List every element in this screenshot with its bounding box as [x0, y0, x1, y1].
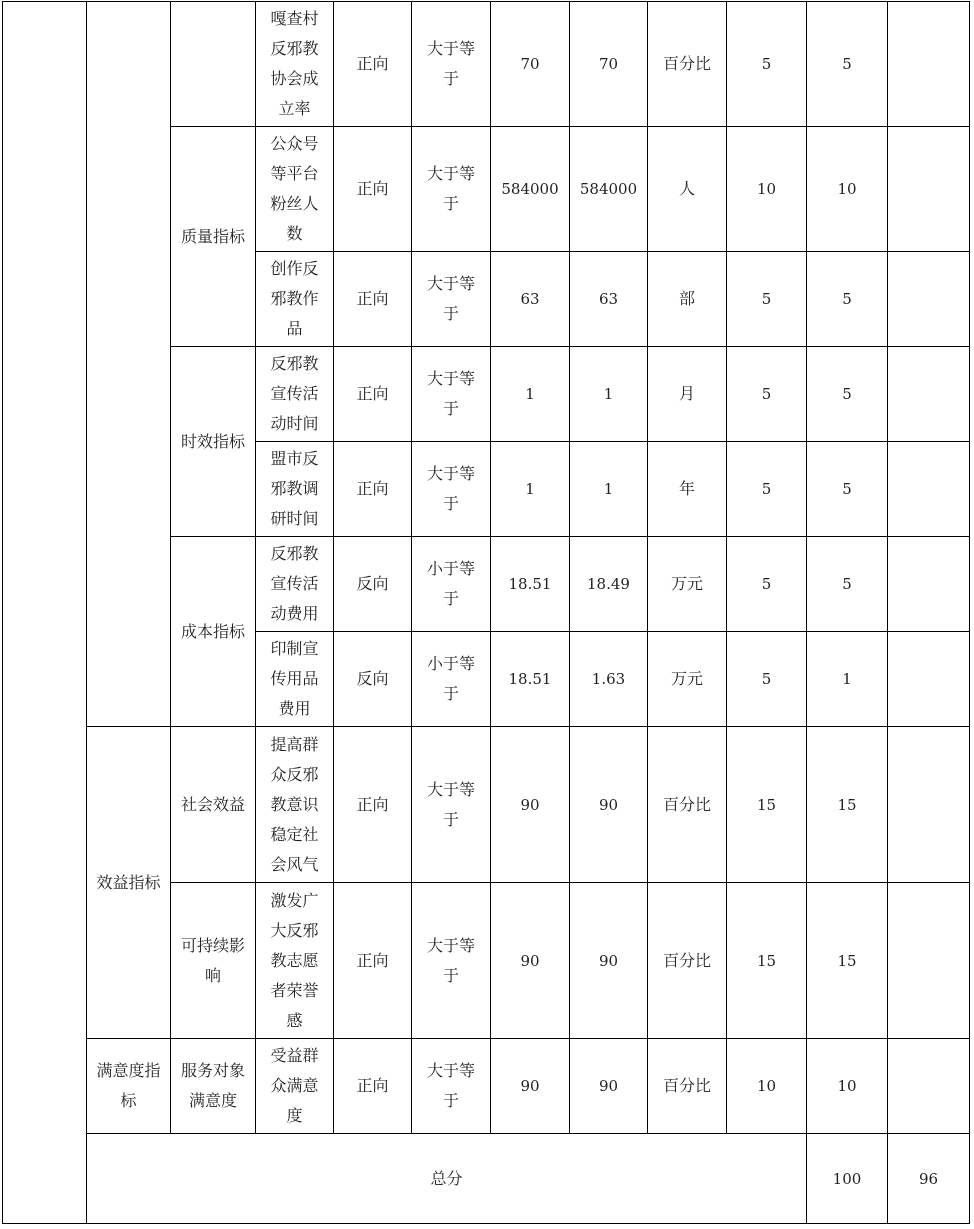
- actual-value: 584000: [570, 127, 648, 252]
- indicator-nature: 正向: [334, 252, 412, 347]
- level3-cost: 成本指标: [171, 537, 256, 727]
- actual-value: 70: [570, 2, 648, 127]
- deviation-note: [888, 632, 970, 727]
- actual-value: 18.49: [570, 537, 648, 632]
- indicator-nature: 反向: [334, 632, 412, 727]
- deviation-note: [888, 2, 970, 127]
- target-value: 1: [491, 347, 570, 442]
- unit: 百分比: [648, 2, 727, 127]
- indicator-name: 嘎查村反邪教协会成立率: [256, 2, 334, 127]
- indicator-direction: 大于等于: [412, 1039, 491, 1134]
- full-score: 5: [727, 537, 807, 632]
- level2-cell: [87, 2, 171, 727]
- indicator-nature: 正向: [334, 727, 412, 883]
- score: 15: [807, 727, 888, 883]
- target-value: 90: [491, 1039, 570, 1134]
- deviation-note: [888, 347, 970, 442]
- indicator-direction: 大于等于: [412, 252, 491, 347]
- total-label: 总分: [87, 1134, 807, 1224]
- score: 10: [807, 1039, 888, 1134]
- level3-cell: [171, 2, 256, 127]
- level3-sustain: 可持续影响: [171, 883, 256, 1039]
- target-value: 18.51: [491, 537, 570, 632]
- full-score: 15: [727, 883, 807, 1039]
- indicator-nature: 反向: [334, 537, 412, 632]
- indicator-name: 反邪教宣传活动费用: [256, 537, 334, 632]
- score: 15: [807, 883, 888, 1039]
- indicator-name: 盟市反邪教调研时间: [256, 442, 334, 537]
- performance-table: [2, 1, 970, 1224]
- score: 5: [807, 347, 888, 442]
- full-score: 5: [727, 442, 807, 537]
- full-score: 5: [727, 252, 807, 347]
- unit: 百分比: [648, 1039, 727, 1134]
- score: 5: [807, 2, 888, 127]
- level3-satisfaction: 服务对象满意度: [171, 1039, 256, 1134]
- deviation-note: [888, 727, 970, 883]
- target-value: 90: [491, 883, 570, 1039]
- indicator-nature: 正向: [334, 442, 412, 537]
- deviation-note: [888, 1039, 970, 1134]
- score: 5: [807, 442, 888, 537]
- target-value: 1: [491, 442, 570, 537]
- target-value: 90: [491, 727, 570, 883]
- indicator-name: 反邪教宣传活动时间: [256, 347, 334, 442]
- level1-cell: [3, 2, 87, 1224]
- full-score: 5: [727, 632, 807, 727]
- full-score: 5: [727, 2, 807, 127]
- level3-social: 社会效益: [171, 727, 256, 883]
- actual-value: 63: [570, 252, 648, 347]
- table-row: [3, 2, 970, 127]
- full-score: 15: [727, 727, 807, 883]
- total-score: 96: [888, 1134, 970, 1224]
- indicator-nature: 正向: [334, 2, 412, 127]
- actual-value: 90: [570, 1039, 648, 1134]
- indicator-direction: 大于等于: [412, 2, 491, 127]
- unit: 百分比: [648, 727, 727, 883]
- indicator-direction: 大于等于: [412, 127, 491, 252]
- level3-timeliness: 时效指标: [171, 347, 256, 537]
- indicator-name: 受益群众满意度: [256, 1039, 334, 1134]
- unit: 万元: [648, 537, 727, 632]
- indicator-direction: 大于等于: [412, 883, 491, 1039]
- indicator-direction: 小于等于: [412, 537, 491, 632]
- deviation-note: [888, 537, 970, 632]
- target-value: 63: [491, 252, 570, 347]
- deviation-note: [888, 127, 970, 252]
- deviation-note: [888, 252, 970, 347]
- full-score: 10: [727, 127, 807, 252]
- full-score: 5: [727, 347, 807, 442]
- unit: 百分比: [648, 883, 727, 1039]
- level3-quality: 质量指标: [171, 127, 256, 347]
- indicator-name: 创作反邪教作品: [256, 252, 334, 347]
- unit: 部: [648, 252, 727, 347]
- deviation-note: [888, 883, 970, 1039]
- indicator-direction: 大于等于: [412, 442, 491, 537]
- indicator-name: 公众号等平台粉丝人数: [256, 127, 334, 252]
- unit: 人: [648, 127, 727, 252]
- indicator-name: 提高群众反邪教意识稳定社会风气: [256, 727, 334, 883]
- actual-value: 1: [570, 442, 648, 537]
- actual-value: 90: [570, 727, 648, 883]
- indicator-nature: 正向: [334, 347, 412, 442]
- indicator-direction: 大于等于: [412, 727, 491, 883]
- total-row: [3, 1134, 970, 1224]
- indicator-nature: 正向: [334, 883, 412, 1039]
- level2-satisfaction: 满意度指标: [87, 1039, 171, 1134]
- table-row: [3, 727, 970, 883]
- score: 1: [807, 632, 888, 727]
- actual-value: 90: [570, 883, 648, 1039]
- indicator-name: 印制宣传用品费用: [256, 632, 334, 727]
- score: 5: [807, 252, 888, 347]
- indicator-name: 激发广大反邪教志愿者荣誉感: [256, 883, 334, 1039]
- score: 10: [807, 127, 888, 252]
- target-value: 70: [491, 2, 570, 127]
- table-row: [3, 1039, 970, 1134]
- unit: 年: [648, 442, 727, 537]
- indicator-nature: 正向: [334, 1039, 412, 1134]
- unit: 万元: [648, 632, 727, 727]
- actual-value: 1: [570, 347, 648, 442]
- indicator-direction: 大于等于: [412, 347, 491, 442]
- indicator-direction: 小于等于: [412, 632, 491, 727]
- target-value: 584000: [491, 127, 570, 252]
- deviation-note: [888, 442, 970, 537]
- full-score: 10: [727, 1039, 807, 1134]
- target-value: 18.51: [491, 632, 570, 727]
- total-full-score: 100: [807, 1134, 888, 1224]
- unit: 月: [648, 347, 727, 442]
- level2-benefit: 效益指标: [87, 727, 171, 1039]
- score: 5: [807, 537, 888, 632]
- actual-value: 1.63: [570, 632, 648, 727]
- indicator-nature: 正向: [334, 127, 412, 252]
